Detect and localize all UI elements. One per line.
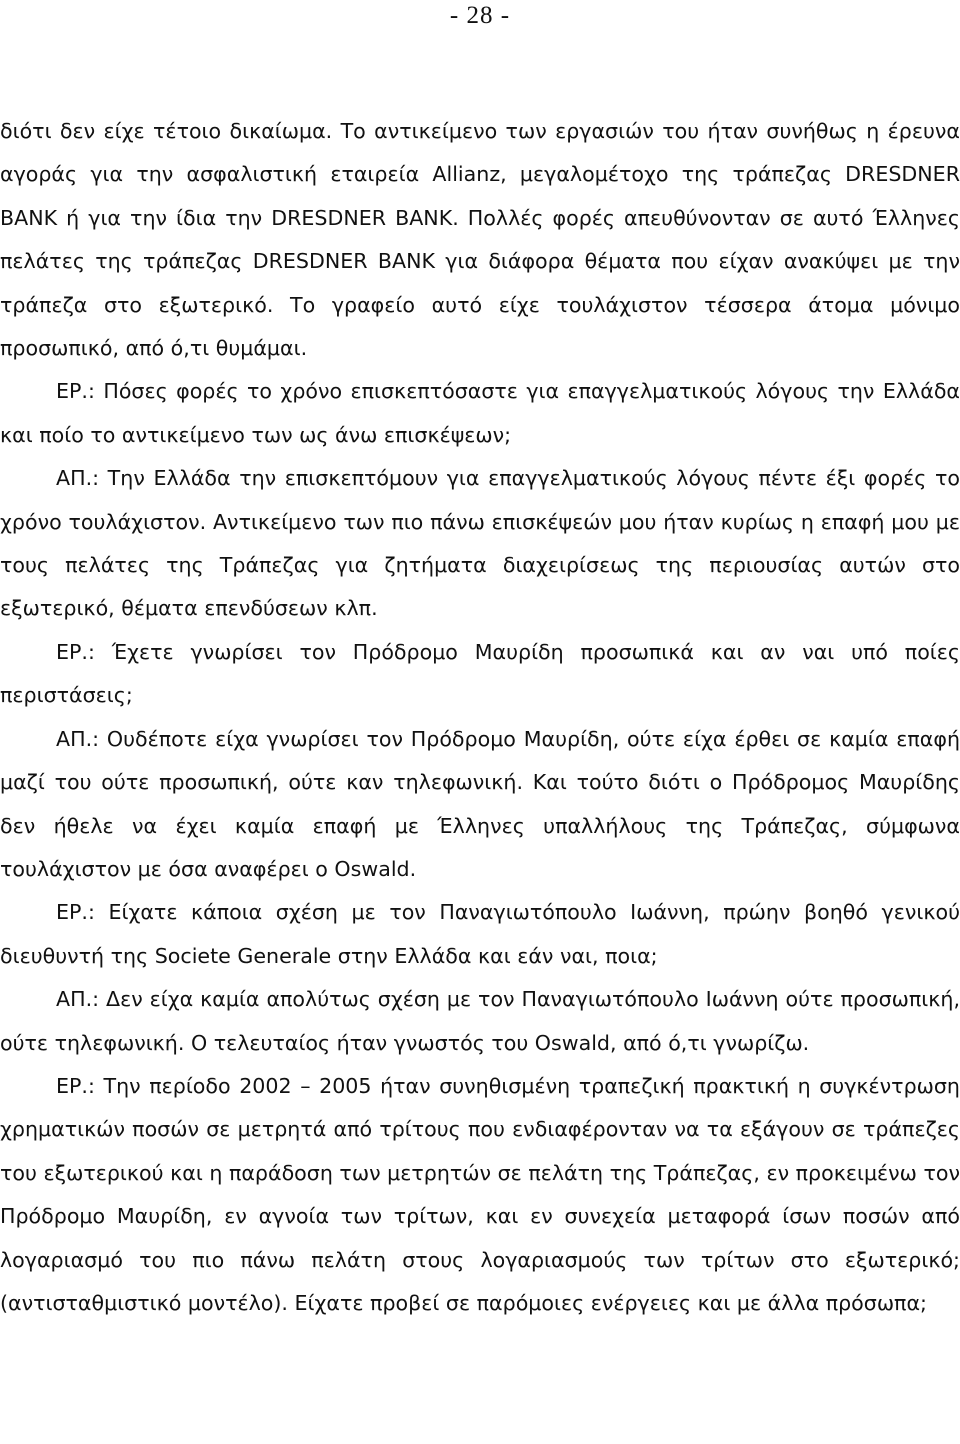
page-number: - 28 - <box>449 2 511 29</box>
question-label: ΕΡ. <box>56 639 88 664</box>
question-paragraph <box>0 891 960 978</box>
answer-label: ΑΠ. <box>56 466 93 491</box>
question-text: : Πόσες φορές το χρόνο επισκεπτόσαστε για επαγγελματικούς λόγους την Ελλάδα και ποίο το αντικείμενο των ως άνω επισκέψεων; <box>0 379 960 447</box>
answer-text: : Ουδέποτε είχα γνωρίσει τον Πρόδρομο Μαυρίδη, ούτε είχα έρθει σε καμία επαφή μαζί του ούτε προσωπική, ούτε καν τηλεφωνική. Και τούτο διότι ο Πρόδρομος Μαυρίδης δεν ήθελε να έχει καμία επαφή με Έλληνες υπαλλήλους της Τράπεζας, σύμφωνα τουλάχιστον με όσα αναφέρει ο Oswald. <box>0 726 960 881</box>
answer-paragraph <box>0 978 960 1065</box>
question-text: : Έχετε γνωρίσει τον Πρόδρομο Μαυρίδη προσωπικά και αν ναι υπό ποίες περιστάσεις; <box>0 639 960 708</box>
paragraph-text: διότι δεν είχε τέτοιο δικαίωμα. Το αντικείμενο των εργασιών του ήταν συνήθως η έρευνα αγοράς για την ασφαλιστική εταιρεία Allianz, μεγαλομέτοχο της τράπεζας DRESDNER BANK ή για την ίδια την DRESDNER BANK. Πολλές φορές απευθύνονταν σε αυτό Έλληνες πελάτες της τράπεζας DRESDNER BANK για διάφορα θέματα που είχαν ανακύψει με την τράπεζα στο εξωτερικό. Το γραφείο αυτό είχε τουλάχιστον τέσσερα άτομα μόνιμο προσωπικό, από ό,τι θυμάμαι. <box>0 119 960 361</box>
question-paragraph <box>0 631 960 718</box>
document-body <box>0 110 960 1325</box>
answer-label: ΑΠ. <box>56 987 93 1012</box>
answer-paragraph <box>0 457 960 631</box>
paragraph-continuation <box>0 110 960 370</box>
question-label: ΕΡ. <box>56 379 88 404</box>
answer-text: : Την Ελλάδα την επισκεπτόμουν για επαγγελματικούς λόγους πέντε έξι φορές το χρόνο τουλάχιστον. Αντικείμενο των πιο πάνω επισκέψεών μου ήταν κυρίως η επαφή μου με τους πελάτες της Τράπεζας για ζητήματα διαχειρίσεως της περιουσίας αυτών στο εξωτερικό, θέματα επενδύσεων κλπ. <box>0 466 960 621</box>
question-text: : Είχατε κάποια σχέση με τον Παναγιωτόπουλο Ιωάννη, πρώην βοηθό γενικού διευθυντή της Societe Generale στην Ελλάδα και εάν ναι, ποια; <box>0 900 960 968</box>
question-paragraph <box>0 1065 960 1325</box>
question-text: : Την περίοδο 2002 – 2005 ήταν συνηθισμένη τραπεζική πρακτική η συγκέντρωση χρηματικών ποσών σε μετρητά από τρίτους που ενδιαφέρονταν να τα εξάγουν σε τράπεζες του εξωτερικού και η παράδοση των μετρητών σε πελάτη της Τράπεζας, εν προκειμένω τον Πρόδρομο Μαυρίδη, εν αγνοία των τρίτων, και εν συνεχεία μεταφορά ίσων ποσών από λογαριασμό του πιο πάνω πελάτη στους λογαριασμούς των τρίτων στο εξωτερικό; (αντισταθμιστικό μοντέλο). Είχατε προβεί σε παρόμοιες ενέργειες και με άλλα πρόσωπα; <box>0 1073 960 1315</box>
answer-label: ΑΠ. <box>56 726 93 751</box>
question-label: ΕΡ. <box>56 1073 88 1098</box>
question-label: ΕΡ. <box>56 900 88 925</box>
question-paragraph <box>0 370 960 457</box>
answer-paragraph <box>0 718 960 892</box>
answer-text: : Δεν είχα καμία απολύτως σχέση με τον Παναγιωτόπουλο Ιωάννη ούτε προσωπική, ούτε τηλεφωνική. Ο τελευταίος ήταν γνωστός του Oswald, από ό,τι γνωρίζω. <box>0 987 960 1055</box>
